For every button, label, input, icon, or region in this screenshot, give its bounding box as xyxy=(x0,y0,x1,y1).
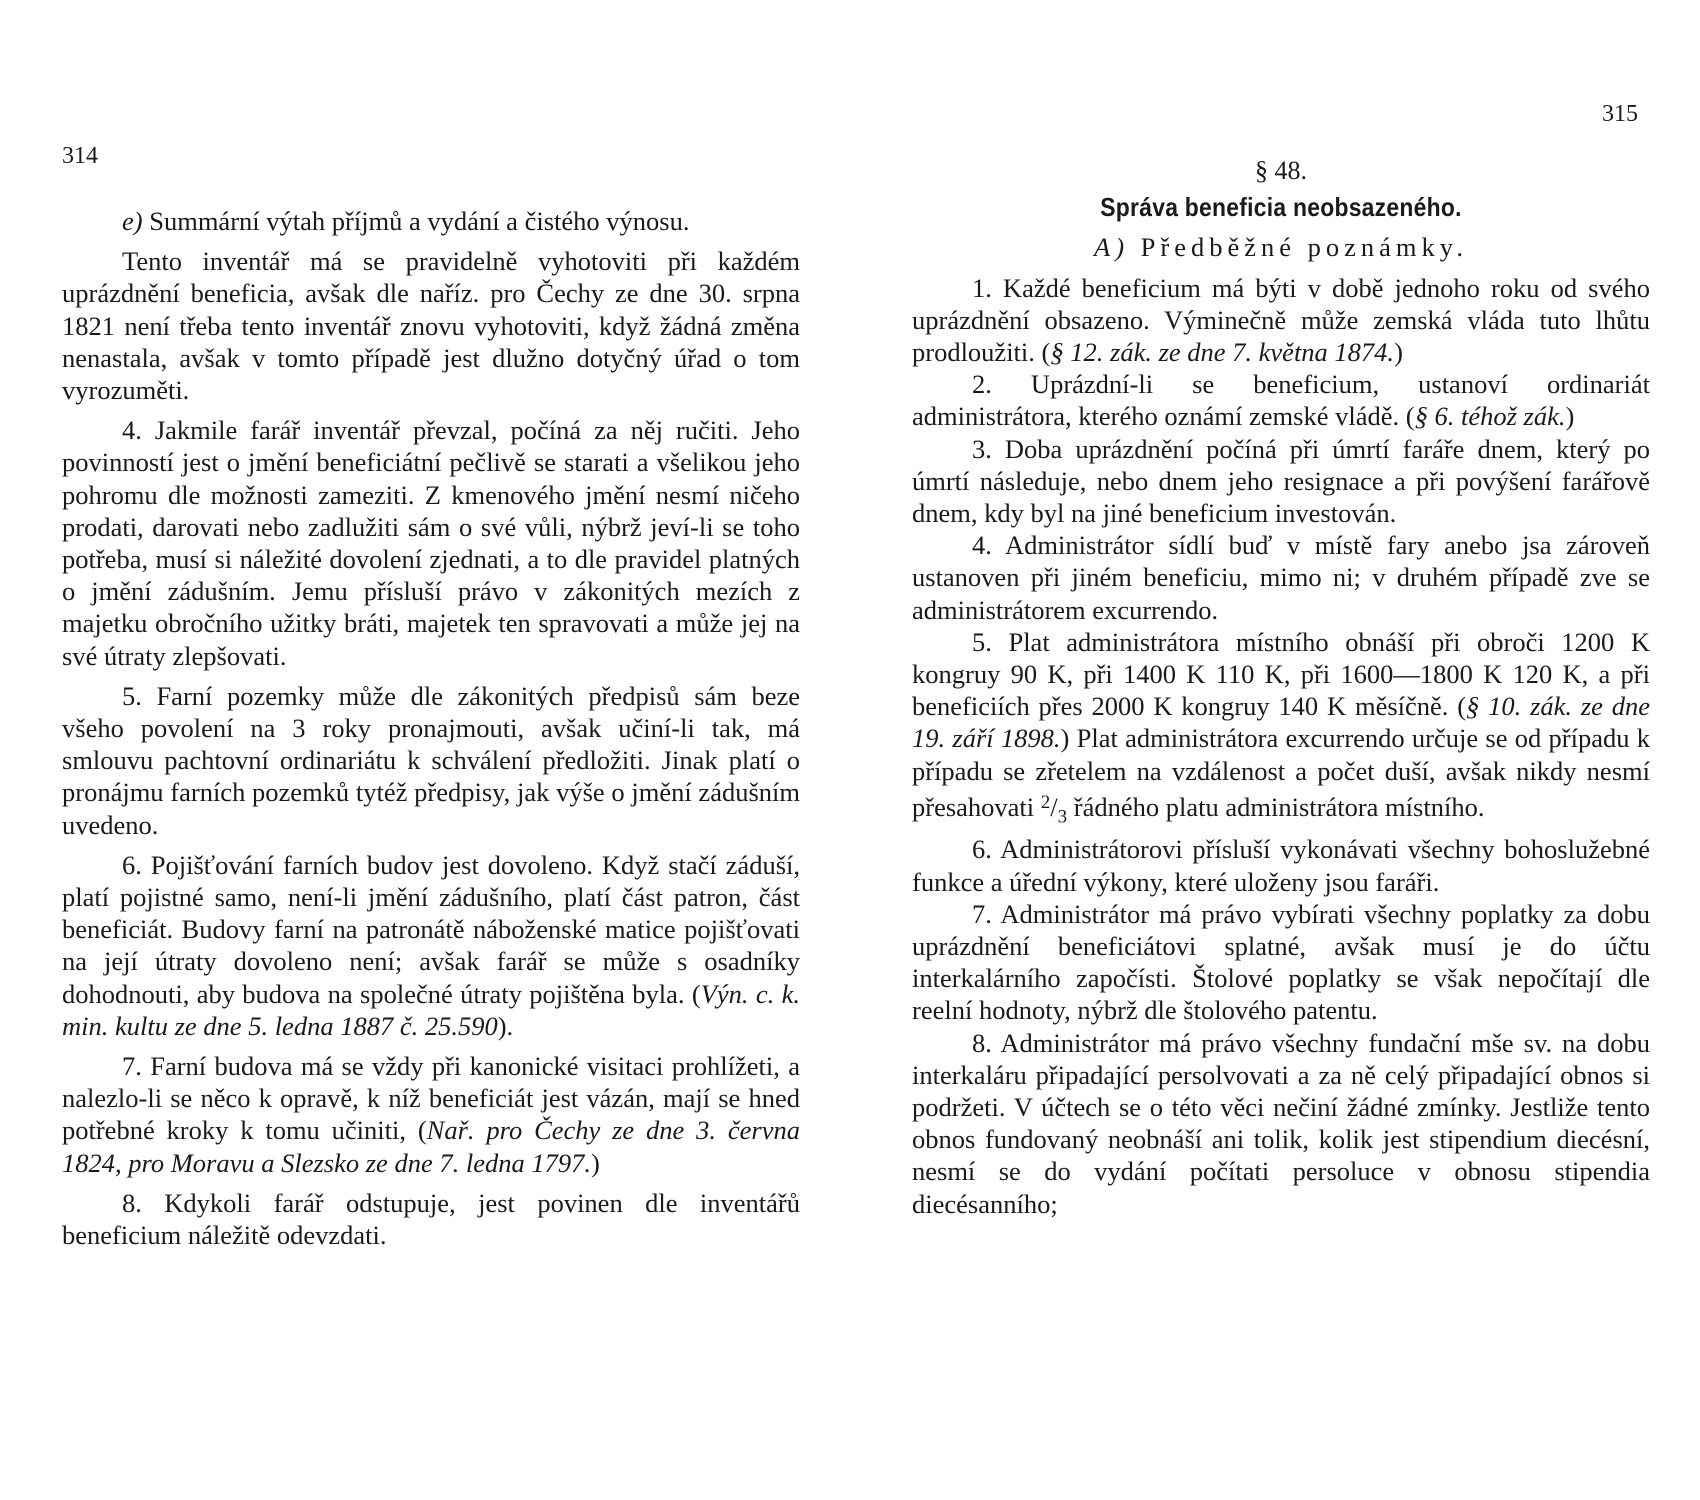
paragraph-text-end: řádného platu administrátora místního. xyxy=(1067,791,1485,822)
paragraph-8: 8. Administrátor má právo všechny fundační mše sv. na dobu interkaláru připadající persolvovati a za ně celý připadající obnos si podržeti. V účtech se o této věci nečiní žádné zmínky. Jestliže tento obnos fundovaný neobnáší ani tolik, kolik jest stipendium diecésní, nesmí se do vydání počítati persoluce v obnosu stipendia diecésanního; xyxy=(912,1027,1650,1219)
citation: Nař. pro Čechy ze dne 3. června 1824, pro Moravu a Slezsko ze dne 7. ledna 1797. xyxy=(62,1115,800,1178)
section-number: § 48. xyxy=(1255,156,1307,185)
paragraph-e xyxy=(62,205,800,237)
paragraph-text: 6. Pojišťování farních budov jest dovoleno. Když stačí záduší, platí pojistné samo, není-li jmění zádušního, platí část patron, část beneficiát. Budovy farní na patronátě náboženské matice pojišťovati na její útraty dovoleno není; avšak farář se může s osadníky dohodnouti, aby budova na společné útraty pojištěna byla. ( xyxy=(62,849,800,1009)
paragraph-text: 2. Uprázdní-li se beneficium, ustanoví ordinariát administrátora, kterého oznámí zemské vládě. ( xyxy=(912,369,1650,432)
paragraph-8: 8. Kdykoli farář odstupuje, jest povinen dle inventářů beneficium náležitě odevzdati. xyxy=(62,1187,800,1251)
paragraph-text-after: ) xyxy=(1394,337,1403,368)
paragraph-inventory: Tento inventář má se pravidelně vyhotoviti při každém uprázdnění beneficia, avšak dle naříz. pro Čechy ze dne 30. srpna 1821 není třeba tento inventář znovu vyhotoviti, když žádná změna nenastala, avšak v tomto případě jest dlužno dotyčný úřad o tom vyrozuměti. xyxy=(62,246,800,406)
right-text-column xyxy=(912,155,1650,1220)
paragraph-5: 5. Farní pozemky může dle zákonitých předpisů sám beze všeho povolení na 3 roky pronajmouti, avšak učiní-li tak, má smlouvu pachtovní ordinariátu k schválení předložiti. Jinak platí o pronájmu farních pozemků tytéž předpisy, jak výše o jmění zádušním uvedeno. xyxy=(62,680,800,840)
subsection-label: A) xyxy=(1094,232,1130,263)
right-page xyxy=(850,0,1700,1500)
paragraph-text-after: ). xyxy=(497,1010,514,1041)
subsection-heading xyxy=(912,231,1650,263)
item-label: e) xyxy=(122,206,143,236)
paragraph-1 xyxy=(912,272,1650,369)
page-number-right: 315 xyxy=(1602,101,1638,127)
fraction-denominator: 3 xyxy=(1057,806,1068,828)
citation: Výn. c. k. min. kultu ze dne 5. ledna 1887 č. 25.590 xyxy=(62,978,800,1041)
paragraph-4: 4. Jakmile farář inventář převzal, počíná za něj ručiti. Jeho povinností jest o jmění beneficiátní pečlivě se starati a všelikou jeho pohromu dle možnosti zameziti. Z kmenového jmění nesmí ničeho prodati, darovati nebo zadlužiti sám o své vůli, nýbrž jeví-li se toho potřeba, musí si náležité dovolení zjednati, a to dle pravidel platných o jmění zádušním. Jemu přísluší právo v zákonitých mezích z majetku obročního užitky bráti, majetek ten spravovati a může jej na své útraty zlepšovati. xyxy=(62,415,800,671)
subsection-title: Předběžné poznámky. xyxy=(1129,232,1468,263)
paragraph-text-after: ) xyxy=(1565,401,1575,432)
paragraph-6 xyxy=(62,849,800,1042)
fraction-numerator: 2 xyxy=(1040,791,1051,813)
page-number-left: 314 xyxy=(62,143,98,169)
paragraph-text-after: ) xyxy=(590,1147,600,1178)
paragraph-text: Summární výtah příjmů a vydání a čistého výnosu. xyxy=(142,206,690,236)
paragraph-7: 7. Administrátor má právo vybírati všechny poplatky za dobu uprázdnění beneficiátovi splatné, avšak musí je do účtu interkalárního započísti. Štolové poplatky se však nepočítají dle reelní hodnoty, nýbrž dle štolového patentu. xyxy=(912,898,1650,1026)
citation: § 6. téhož zák. xyxy=(1414,401,1566,432)
citation: § 12. zák. ze dne 7. května 1874. xyxy=(1050,337,1395,368)
section-title: Správa beneficia neobsazeného. xyxy=(1100,192,1462,223)
left-text-column xyxy=(62,205,800,1251)
paragraph-3: 3. Doba uprázdnění počíná při úmrtí faráře dnem, který po úmrtí následuje, nebo dnem jeho resignace a při povýšení farářově dnem, kdy byl na jiné beneficium investován. xyxy=(912,433,1650,529)
citation: § 10. zák. ze dne 19. září 1898. xyxy=(912,691,1650,754)
paragraph-6: 6. Administrátorovi přísluší vykonávati všechny bohoslužebné funkce a úřední výkony, které uloženy jsou faráři. xyxy=(912,834,1650,897)
paragraph-2 xyxy=(912,368,1650,432)
paragraph-text-after: ) Plat administrátora excurrendo určuje se od případu k případu se zřetelem na vzdálenost a počet duší, avšak nikdy nesmí přesahovati xyxy=(912,723,1651,822)
paragraph-text: 5. Plat administrátora místního obnáší při obroči 1200 K kongruy 90 K, při 1400 K 110 K, při 1600—1800 K 120 K, a při beneficiích přes 2000 K kongruy 140 K měsíčně. ( xyxy=(912,626,1650,722)
paragraph-text: 7. Farní budova má se vždy při kanonické visitaci prohlížeti, a nalezlo-li se něco k opravě, k níž beneficiát jest vázán, mají se hned potřebné kroky k tomu učiniti, ( xyxy=(62,1051,800,1146)
paragraph-4: 4. Administrátor sídlí buď v místě fary anebo jsa zároveň ustanoven při jiném beneficiu, mimo ni; v druhém případě zve se administrátorem excurrendo. xyxy=(912,530,1650,625)
paragraph-7 xyxy=(62,1050,800,1179)
paragraph-text: 1. Každé beneficium má býti v době jednoho roku od svého uprázdnění obsazeno. Výminečně může zemská vláda tuto lhůtu prodloužiti. ( xyxy=(912,272,1650,368)
paragraph-5: 5. Plat administrátora místního obnáší při obroči 1200 K kongruy 90 K, při 1400 K 110 K, při 1600—1800 K 120 K, a při beneficiích přes 2000 K kongruy 140 K měsíčně. (§ 10. zák. ze dne 19. září 1898.) Plat administrátora excurrendo určuje se od případu k případu se zřetelem na vzdálenost a počet duší, avšak nikdy nesmí přesahovati $^2/_3$ řádného platu administrátora místního. xyxy=(912,626,1651,828)
